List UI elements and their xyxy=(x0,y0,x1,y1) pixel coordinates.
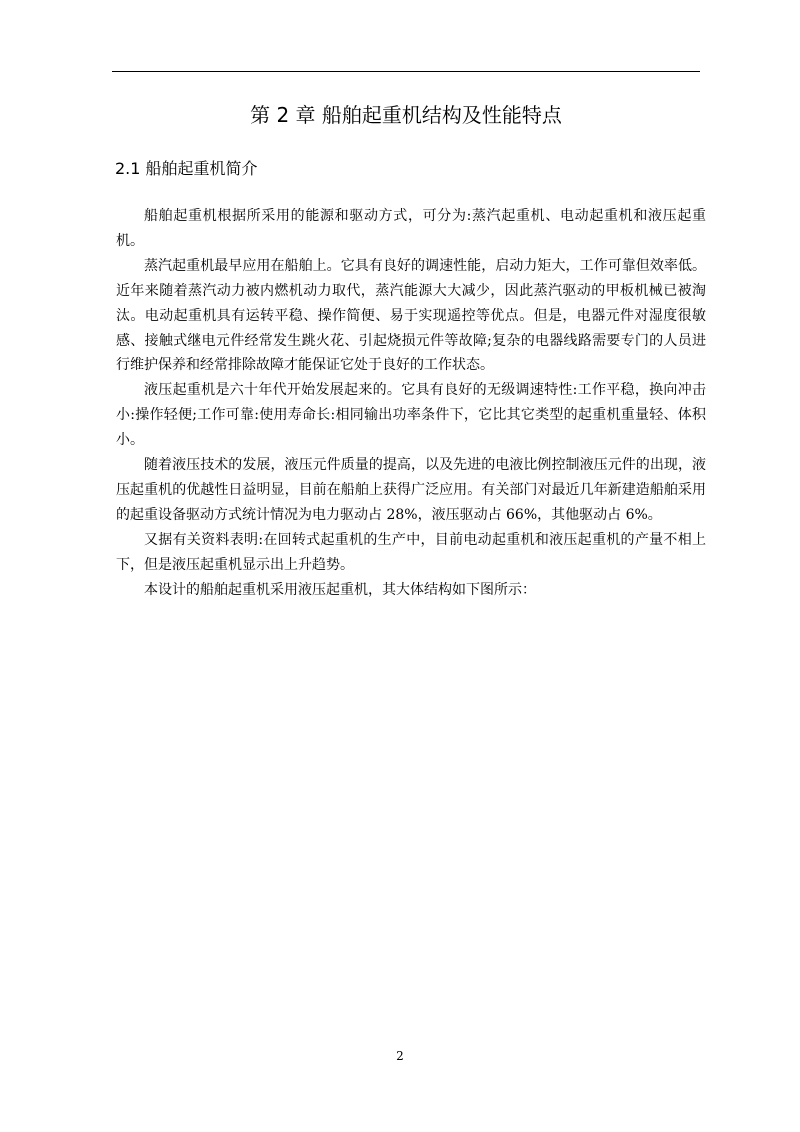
header-rule xyxy=(112,71,700,72)
body-text xyxy=(116,204,706,603)
paragraph: 又据有关资料表明:在回转式起重机的生产中，目前电动起重机和液压起重机的产量不相上下，但是液压起重机显示出上升趋势。 xyxy=(116,531,706,573)
paragraph: 随着液压技术的发展，液压元件质量的提高，以及先进的电液比例控制液压元件的出现，液压起重机的优越性日益明显，目前在船舶上获得广泛应用。有关部门对最近几年新建造船舶采用的起重设备驱动方式统计情况为电力驱动占 28%，液压驱动占 66%，其他驱动占 6%。 xyxy=(116,457,706,523)
chapter-title: 第 2 章 船舶起重机结构及性能特点 xyxy=(250,103,562,127)
section-title: 2.1 船舶起重机简介 xyxy=(115,159,258,178)
paragraph: 船舶起重机根据所采用的能源和驱动方式，可分为:蒸汽起重机、电动起重机和液压起重机。 xyxy=(116,208,706,249)
paragraph: 本设计的船舶起重机采用液压起重机，其大体结构如下图所示： xyxy=(144,581,536,598)
paragraph: 液压起重机是六十年代开始发展起来的。它具有良好的无级调速特性:工作平稳，换向冲击小:操作轻便;工作可靠:使用寿命长:相同输出功率条件下，它比其它类型的起重机重量轻、体积小。 xyxy=(116,382,706,449)
paragraph: 蒸汽起重机最早应用在船舶上。它具有良好的调速性能，启动力矩大，工作可靠但效率低。近年来随着蒸汽动力被内燃机动力取代，蒸汽能源大大减少，因此蒸汽驱动的甲板机械已被淘汰。电动起重机具有运转平稳、操作简便、易于实现遥控等优点。但是，电器元件对湿度很敏感、接触式继电元件经常发生跳火花、引起烧损元件等故障;复杂的电器线路需要专门的人员进行维护保养和经常排除故障才能保证它处于良好的工作状态。 xyxy=(116,257,706,374)
page-number: 2 xyxy=(396,1049,404,1063)
